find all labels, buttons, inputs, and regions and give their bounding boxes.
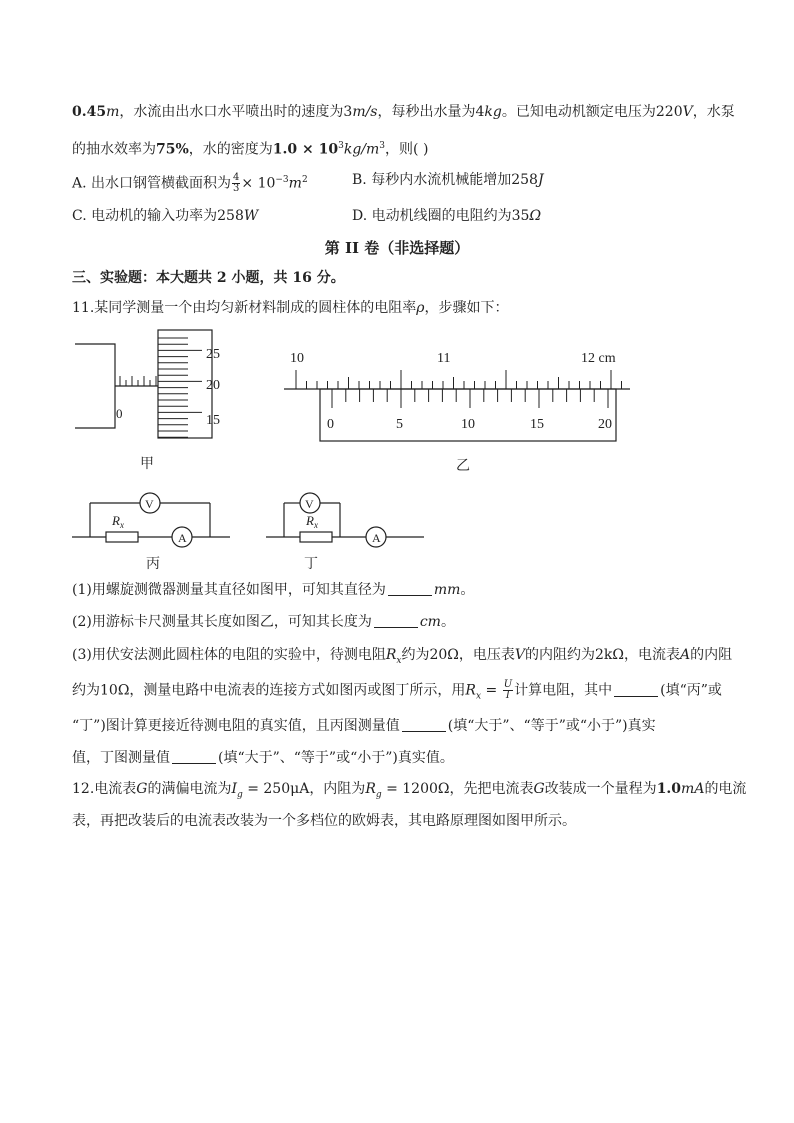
q11-part-1: (1)用螺旋测微器测量其直径如图甲，可知其直径为 mm。 <box>72 582 475 598</box>
caliper-main-label: 11 <box>437 351 451 366</box>
caliper-vernier-slider <box>320 389 616 441</box>
figure-caption-yi: 乙 <box>456 459 470 474</box>
micrometer-thimble <box>158 330 212 438</box>
q12-line-2: 表，再把改装后的电流表改装为一个多档位的欧姆表，其电路原理图如图甲所示。 <box>72 813 576 829</box>
answer-blank[interactable] <box>388 581 432 596</box>
ammeter-label: A <box>372 531 381 545</box>
circuit-bing <box>70 488 240 576</box>
figure-caption-jia: 甲 <box>140 457 154 472</box>
q12-line-1: 12.电流表G的满偏电流为$I_g = 250\mu A$，内阻为$R_g = 1200\Omega$，先把电流表G改装成一个量程为1.0mA的电流 <box>72 781 747 800</box>
q11-part-3-line-4: 值，丁图测量值 (填“大于”、“等于”或“小于”)真实值。 <box>72 750 454 766</box>
micrometer-tick-label: 25 <box>206 347 220 362</box>
micrometer-tick-label: 20 <box>206 378 220 393</box>
caliper-vernier-label: 10 <box>461 417 475 432</box>
circuit-ding <box>264 488 434 576</box>
voltmeter-label: V <box>305 497 314 511</box>
caliper-vernier-label: 5 <box>396 417 403 432</box>
q10-option-c: C. 电动机的输入功率为258W <box>72 208 259 224</box>
micrometer-figure <box>70 328 250 478</box>
micrometer-spindle <box>75 344 115 428</box>
section-heading: 三、实验题：本大题共 2 小题，共 16 分。 <box>72 270 345 286</box>
caliper-vernier-label: 0 <box>327 417 334 432</box>
q11-part-3-line-1: (3)用伏安法测此圆柱体的电阻的实验中，待测电阻$R_x$约为20Ω，电压表V的内阻约为2kΩ，电流表A的内阻 <box>72 647 733 666</box>
answer-blank[interactable] <box>614 682 658 697</box>
figure-caption-ding: 丁 <box>304 557 318 572</box>
resistor-icon <box>300 532 332 542</box>
q10-line-1: 0.45m，水流由出水口水平喷出时的速度为3m/s，每秒出水量为4kg。已知电动机额定电压为220V，水泵 <box>72 104 735 120</box>
micrometer-tick-label: 15 <box>206 413 220 428</box>
q10-option-d: D. 电动机线圈的电阻约为35Ω <box>352 208 542 224</box>
q11-part-3-line-2: 约为10Ω，测量电路中电流表的连接方式如图丙或图丁所示，用$R_x$ = $\frac{U}{I}$ 计算电阻，其中 (填“丙”或 <box>72 679 722 702</box>
section-title: 第 II 卷（非选择题） <box>324 239 470 257</box>
caliper-vernier-label: 20 <box>598 417 612 432</box>
caliper-main-label: 10 <box>290 351 304 366</box>
answer-blank[interactable] <box>402 717 446 732</box>
q10-option-b: B. 每秒内水流机械能增加258J <box>352 172 544 188</box>
answer-blank[interactable] <box>374 613 418 628</box>
q10-line-2: 的抽水效率为75%，水的密度为$1.0 \times 10^3kg/m^3$，则( ) <box>72 141 429 158</box>
q11-stem: 11.某同学测量一个由均匀新材料制成的圆柱体的电阻率ρ，步骤如下： <box>72 300 509 316</box>
resistor-label: $R_x$ <box>112 513 124 530</box>
figure-caption-bing: 丙 <box>146 557 160 572</box>
caliper-figure <box>282 346 632 476</box>
micrometer-zero-label: 0 <box>116 406 123 421</box>
q11-part-2: (2)用游标卡尺测量其长度如图乙，可知其长度为 cm。 <box>72 614 455 630</box>
caliper-main-label: 12 cm <box>581 351 616 366</box>
ammeter-label: A <box>178 531 187 545</box>
q10-option-a: A. 出水口钢管横截面积为 $\frac{4}{3}$ × $10^{-3}m^2$ <box>72 172 308 195</box>
resistor-label: $R_x$ <box>306 513 318 530</box>
resistor-icon <box>106 532 138 542</box>
q11-part-3-line-3: “丁”)图计算更接近待测电阻的真实值，且丙图测量值 (填“大于”、“等于”或“小于”)真实 <box>72 718 656 734</box>
caliper-vernier-label: 15 <box>530 417 544 432</box>
voltmeter-label: V <box>145 497 154 511</box>
answer-blank[interactable] <box>172 749 216 764</box>
fraction: $\frac{4}{3}$ <box>233 172 240 195</box>
fraction: $\frac{U}{I}$ <box>503 679 513 701</box>
